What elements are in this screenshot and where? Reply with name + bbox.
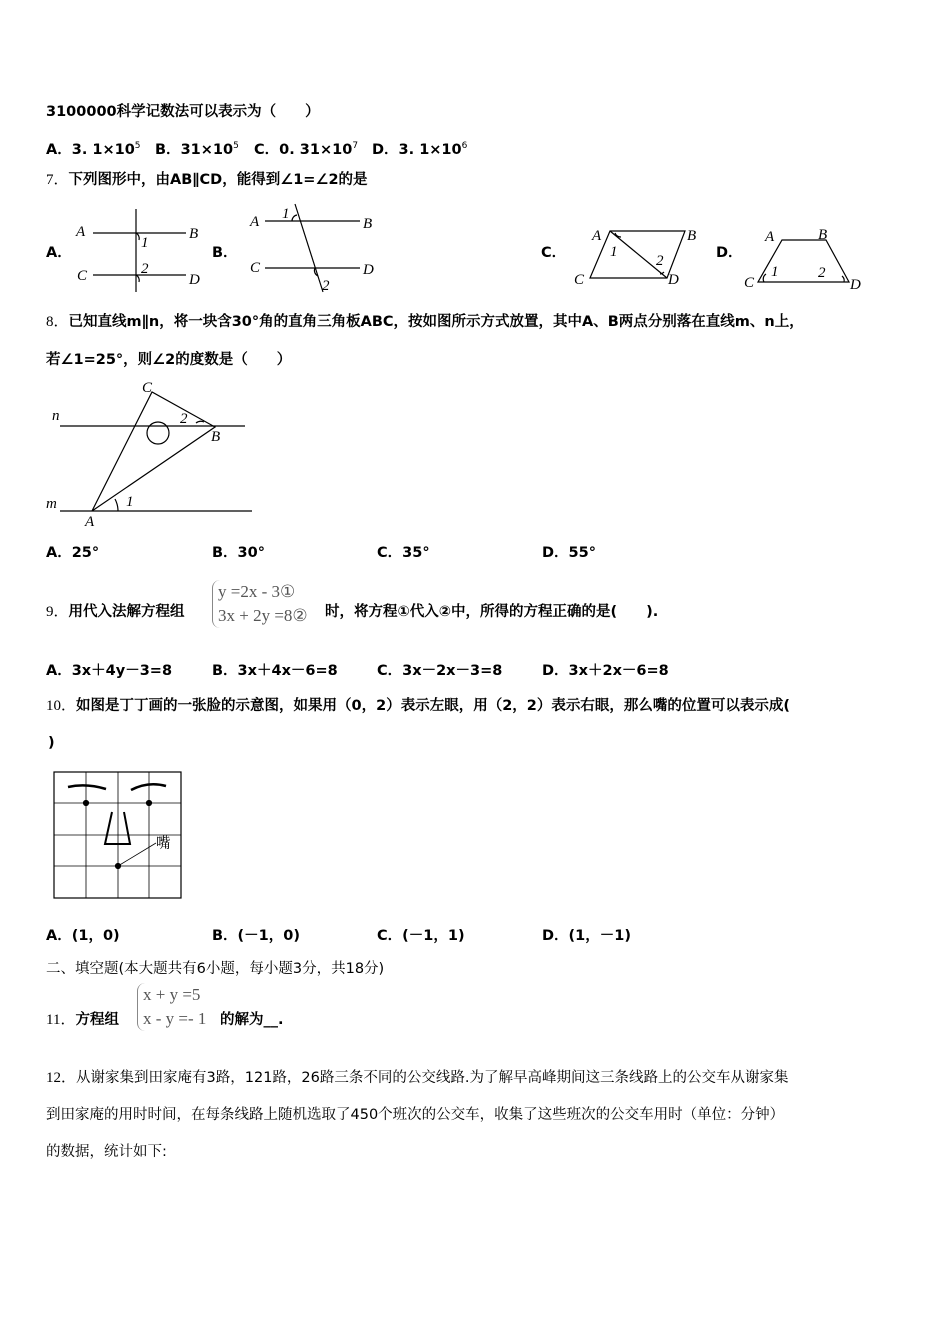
line-m-label: m [46, 496, 57, 512]
q7-option-d-label: D． [716, 245, 743, 261]
q9-stem-pre [46, 602, 185, 622]
q10-option-b: B．(－1，0) [212, 928, 300, 944]
option-value: 3. 1×10 [71, 141, 135, 158]
q12-stem-line2: 到田家庵的用时时间，在每条线路上随机选取了450个班次的公交车，收集了这些班次的公交车用时（单位：分钟） [46, 1107, 785, 1123]
angle-2-label: 2 [818, 265, 826, 281]
exponent: 6 [461, 141, 468, 151]
q6-stem: 3100000科学记数法可以表示为（ ） [46, 104, 320, 120]
question-text: 已知直线m∥n，将一块含30°角的直角三角板ABC，按如图所示方式放置，其中A、B两点分别落在直线m、n上， [68, 314, 804, 330]
exponent: 5 [233, 141, 239, 151]
label-c: C [142, 380, 153, 396]
q8-stem-line2: 若∠1=25°，则∠2的度数是（ ） [46, 352, 292, 368]
mouth-label: 嘴 [156, 836, 171, 852]
label-a: A [765, 229, 775, 245]
q10-option-a: A．(1，0) [46, 928, 120, 944]
question-number: 7． [46, 172, 69, 188]
q7-figure-a [75, 209, 200, 292]
question-text: 如图是丁丁画的一张脸的示意图，如果用（0，2）表示左眼，用（2，2）表示右眼，那么嘴的位置可以表示成( [76, 698, 790, 714]
question-number: 12． [46, 1070, 77, 1086]
label-b: B [189, 226, 199, 242]
label-d: D [850, 277, 861, 293]
question-number: 8． [46, 314, 69, 330]
angle-2-label: 2 [322, 278, 330, 294]
q10-option-c: C．(－1，1) [377, 928, 465, 944]
option-value: 31×10 [180, 141, 234, 158]
label-b: B [363, 216, 373, 232]
question-text: 用代入法解方程组 [68, 604, 185, 620]
angle-1-label: 1 [610, 244, 618, 260]
option-label: A． [46, 141, 72, 158]
angle-1-label: 1 [771, 264, 779, 280]
exponent: 7 [352, 141, 359, 151]
question-text: 下列图形中，由AB∥CD，能得到∠1=∠2的是 [68, 172, 368, 188]
exponent: 5 [134, 141, 141, 151]
section-heading: 二、填空题(本大题共有6小题，每小题3分，共18分) [46, 961, 385, 977]
q12-stem-line1 [46, 1068, 788, 1088]
angle-2-label: 2 [180, 411, 188, 427]
label-a: A [85, 514, 95, 530]
equation-1: y =2x - 3① [218, 582, 296, 601]
line-n-label: n [52, 408, 60, 424]
label-d: D [189, 272, 200, 288]
q9-option-b: B．3x＋4x－6=8 [212, 663, 338, 679]
angle-2-label: 2 [656, 253, 664, 269]
label-d: D [363, 262, 374, 278]
angle-2-label: 2 [141, 261, 149, 277]
option-label: D． [372, 141, 399, 158]
q7-figure-c [574, 228, 696, 288]
angle-1-label: 1 [141, 235, 149, 251]
q7-figure-d [744, 227, 861, 293]
left-eyebrow [68, 785, 106, 789]
q10-stem-line2: ) [48, 735, 55, 751]
right-eye [147, 801, 152, 806]
q9-stem-post: 时，将方程①代入②中，所得的方程正确的是( ). [325, 604, 659, 620]
q11-stem-post: 的解为__. [220, 1012, 284, 1028]
label-c: C [744, 275, 755, 291]
angle-1-label: 1 [282, 206, 290, 222]
equation-1: x + y =5 [143, 985, 201, 1004]
nose [105, 812, 130, 844]
label-c: C [250, 260, 261, 276]
question-text: 方程组 [75, 1012, 119, 1028]
label-d: D [668, 272, 679, 288]
q9-option-a: A．3x＋4y－3=8 [46, 663, 173, 679]
label-a: A [250, 214, 260, 230]
option-label: B． [155, 141, 181, 158]
q9-option-d: D．3x＋2x－6=8 [542, 663, 669, 679]
q10-option-d: D．(1，－1) [542, 928, 631, 944]
left-eye [84, 801, 89, 806]
q11-stem-pre [46, 1010, 119, 1030]
q8-option-c: C．35° [377, 545, 430, 561]
question-text: 从谢家集到田家庵有3路，121路，26路三条不同的公交线路.为了解早高峰期间这三条线路上的公交车从谢家集 [76, 1070, 789, 1086]
q7-figure-b [249, 204, 374, 294]
q11-equation-system [137, 983, 206, 1031]
q7-option-c-label: C． [541, 245, 567, 261]
label-b: B [687, 228, 697, 244]
option-value: 0. 31×10 [279, 141, 353, 158]
q7-option-b-label: B． [212, 245, 238, 261]
question-number: 10． [46, 698, 77, 714]
label-b: B [818, 227, 828, 243]
equation-2: 3x + 2y =8② [218, 606, 308, 625]
q10-stem-line1 [46, 696, 790, 716]
label-c: C [77, 268, 88, 284]
question-number: 11． [46, 1012, 76, 1028]
q8-figure [46, 380, 252, 530]
q9-equation-system [212, 580, 308, 628]
label-a: A [592, 228, 602, 244]
angle-1-label: 1 [126, 494, 134, 510]
right-eyebrow [131, 784, 166, 790]
q8-option-a: A．25° [46, 545, 100, 561]
q8-option-d: D．55° [542, 545, 596, 561]
option-label: C． [254, 141, 280, 158]
equation-2: x - y =- 1 [143, 1009, 207, 1028]
question-number: 9． [46, 604, 69, 620]
q12-stem-line3: 的数据，统计如下: [46, 1144, 167, 1160]
q8-option-b: B．30° [212, 545, 265, 561]
label-b: B [211, 429, 221, 445]
option-value: 3. 1×10 [398, 141, 462, 158]
label-a: A [76, 224, 86, 240]
q9-option-c: C．3x－2x－3=8 [377, 663, 503, 679]
q8-stem-line1 [46, 312, 804, 332]
q7-option-a-label: A． [46, 245, 72, 261]
label-c: C [574, 272, 585, 288]
